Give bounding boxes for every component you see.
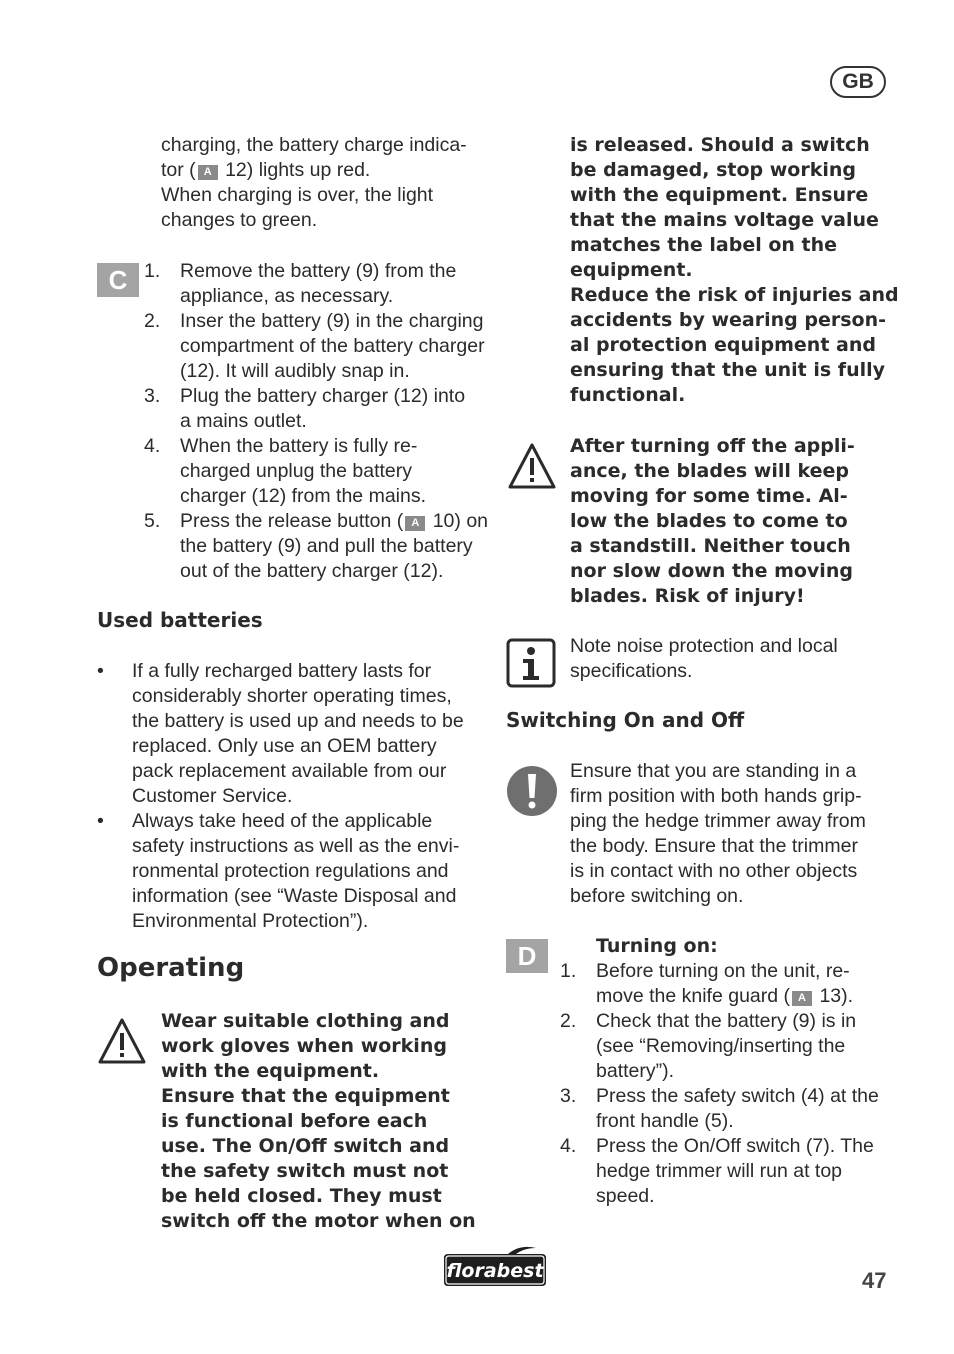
turning-on-steps: [560, 959, 900, 1209]
step-number: 2.: [144, 310, 161, 332]
step-line: charger (12) from the mains.: [180, 485, 427, 507]
warning-triangle-icon: [97, 1017, 147, 1065]
logo-text: florabest: [446, 1260, 544, 1282]
warning-line: ance, the blades will keep: [570, 460, 849, 482]
page-number: 47: [862, 1268, 887, 1293]
list-item: [97, 659, 487, 809]
stance-caution-text: [570, 759, 910, 909]
warning-line: accidents by wearing person-: [570, 309, 886, 331]
warning-line: ensuring that the unit is fully: [570, 359, 886, 381]
info-note: [570, 634, 910, 684]
warning-line: with the equipment.: [161, 1060, 380, 1082]
step-line: appliance, as necessary.: [180, 285, 394, 307]
step-line: Check that the battery (9) is in: [596, 1010, 857, 1032]
step-d-marker: D: [506, 939, 548, 973]
bullet-line: replaced. Only use an OEM battery: [132, 735, 437, 757]
step-number: 3.: [560, 1085, 577, 1107]
warning-line: with the equipment. Ensure: [570, 184, 869, 206]
caution-line: is in contact with no other objects: [570, 860, 858, 882]
step-line: Plug the battery charger (12) into: [180, 385, 466, 407]
warning-line: Reduce the risk of injuries and: [570, 284, 899, 306]
intro-line: changes to green.: [161, 209, 318, 231]
step-line: move the knife guard ( A 13).: [596, 985, 854, 1007]
warning-line: nor slow down the moving: [570, 560, 853, 582]
figure-a-reference-icon: A: [405, 516, 425, 531]
step-line: a mains outlet.: [180, 410, 307, 432]
step-line: charged unplug the battery: [180, 460, 413, 482]
charging-steps: [144, 259, 489, 584]
bullet-icon: •: [97, 810, 104, 832]
warning-line: equipment.: [570, 259, 693, 281]
figure-a-reference-icon: A: [792, 991, 812, 1006]
bullet-line: ronmental protection regulations and: [132, 860, 449, 882]
language-badge: GB: [830, 66, 886, 98]
caution-exclamation-icon: [506, 765, 558, 817]
florabest-logo: [438, 1244, 552, 1290]
step-line: out of the battery charger (12).: [180, 560, 444, 582]
list-item: [560, 1084, 900, 1134]
list-item: [97, 809, 487, 934]
warning-line: low the blades to come to: [570, 510, 848, 532]
list-item: [560, 1009, 900, 1084]
warning-line: the safety switch must not: [161, 1160, 449, 1182]
turning-on-label: Turning on:: [596, 935, 718, 957]
step-number: 3.: [144, 385, 161, 407]
warning-line: that the mains voltage value: [570, 209, 879, 231]
warning-triangle-icon: [507, 442, 557, 490]
figure-a-reference-icon: A: [198, 165, 218, 180]
step-line: (see “Removing/inserting the: [596, 1035, 846, 1057]
caution-line: ping the hedge trimmer away from: [570, 810, 866, 832]
intro-line: charging, the battery charge indica-: [161, 134, 467, 156]
intro-paragraph: [161, 133, 491, 233]
blade-warning-text: [570, 434, 910, 609]
caution-line: firm position with both hands grip-: [570, 785, 862, 807]
list-item: [560, 1134, 900, 1209]
step-number: 4.: [144, 435, 161, 457]
warning-line: al protection equipment and: [570, 334, 876, 356]
warning-line: use. The On/Off switch and: [161, 1135, 450, 1157]
warning-line: work gloves when working: [161, 1035, 447, 1057]
step-number: 2.: [560, 1010, 577, 1032]
caution-line: the body. Ensure that the trimmer: [570, 835, 858, 857]
bullet-icon: •: [97, 660, 104, 682]
intro-line: When charging is over, the light: [161, 184, 434, 206]
step-line: speed.: [596, 1185, 655, 1207]
switch-warning-continued: [570, 133, 910, 408]
step-number: 5.: [144, 510, 161, 532]
bullet-line: information (see “Waste Disposal and: [132, 885, 457, 907]
step-line: When the battery is fully re-: [180, 435, 418, 457]
warning-line: be damaged, stop working: [570, 159, 856, 181]
step-line: the battery (9) and pull the battery: [180, 535, 473, 557]
warning-line: functional.: [570, 384, 686, 406]
bullet-line: pack replacement available from our: [132, 760, 447, 782]
info-line: specifications.: [570, 660, 693, 682]
operating-heading: Operating: [97, 953, 245, 983]
list-item: [144, 434, 489, 509]
switching-heading: Switching On and Off: [506, 708, 745, 732]
step-line: hedge trimmer will run at top: [596, 1160, 843, 1182]
info-line: Note noise protection and local: [570, 635, 838, 657]
warning-line: After turning off the appli-: [570, 435, 855, 457]
step-line: Before turning on the unit, re-: [596, 960, 850, 982]
step-line: Press the safety switch (4) at the: [596, 1085, 879, 1107]
turning-on-heading: [596, 934, 718, 959]
list-item: [144, 259, 489, 309]
warning-line: is functional before each: [161, 1110, 428, 1132]
list-item: [144, 509, 489, 584]
warning-line: switch off the motor when on: [161, 1210, 476, 1232]
step-number: 4.: [560, 1135, 577, 1157]
warning-line: matches the label on the: [570, 234, 838, 256]
warning-line: blades. Risk of injury!: [570, 585, 805, 607]
step-line: Inser the battery (9) in the charging: [180, 310, 484, 332]
clothing-warning-text: [161, 1009, 491, 1234]
warning-line: Ensure that the equipment: [161, 1085, 450, 1107]
bullet-line: Environmental Protection”).: [132, 910, 369, 932]
warning-line: Wear suitable clothing and: [161, 1010, 450, 1032]
bullet-line: safety instructions as well as the envi-: [132, 835, 460, 857]
step-line: (12). It will audibly snap in.: [180, 360, 410, 382]
warning-line: be held closed. They must: [161, 1185, 442, 1207]
warning-line: moving for some time. Al-: [570, 485, 848, 507]
step-number: 1.: [144, 260, 161, 282]
list-item: [144, 309, 489, 384]
bullet-line: If a fully recharged battery lasts for: [132, 660, 432, 682]
step-line: battery”).: [596, 1060, 675, 1082]
step-c-marker: C: [97, 263, 139, 297]
step-line: Press the release button ( A 10) on: [180, 510, 489, 532]
used-batteries-heading: Used batteries: [97, 608, 263, 632]
list-item: [560, 959, 900, 1009]
info-icon: [506, 638, 556, 688]
caution-line: before switching on.: [570, 885, 744, 907]
bullet-line: the battery is used up and needs to be: [132, 710, 464, 732]
step-number: 1.: [560, 960, 577, 982]
step-line: Remove the battery (9) from the: [180, 260, 457, 282]
step-line: Press the On/Off switch (7). The: [596, 1135, 874, 1157]
caution-line: Ensure that you are standing in a: [570, 760, 857, 782]
step-line: front handle (5).: [596, 1110, 734, 1132]
bullet-line: considerably shorter operating times,: [132, 685, 452, 707]
warning-line: is released. Should a switch: [570, 134, 870, 156]
step-line: compartment of the battery charger: [180, 335, 485, 357]
bullet-line: Customer Service.: [132, 785, 293, 807]
intro-line: tor ( A 12) lights up red.: [161, 159, 371, 181]
bullet-line: Always take heed of the applicable: [132, 810, 433, 832]
warning-line: a standstill. Neither touch: [570, 535, 851, 557]
list-item: [144, 384, 489, 434]
used-batteries-list: [97, 659, 487, 934]
